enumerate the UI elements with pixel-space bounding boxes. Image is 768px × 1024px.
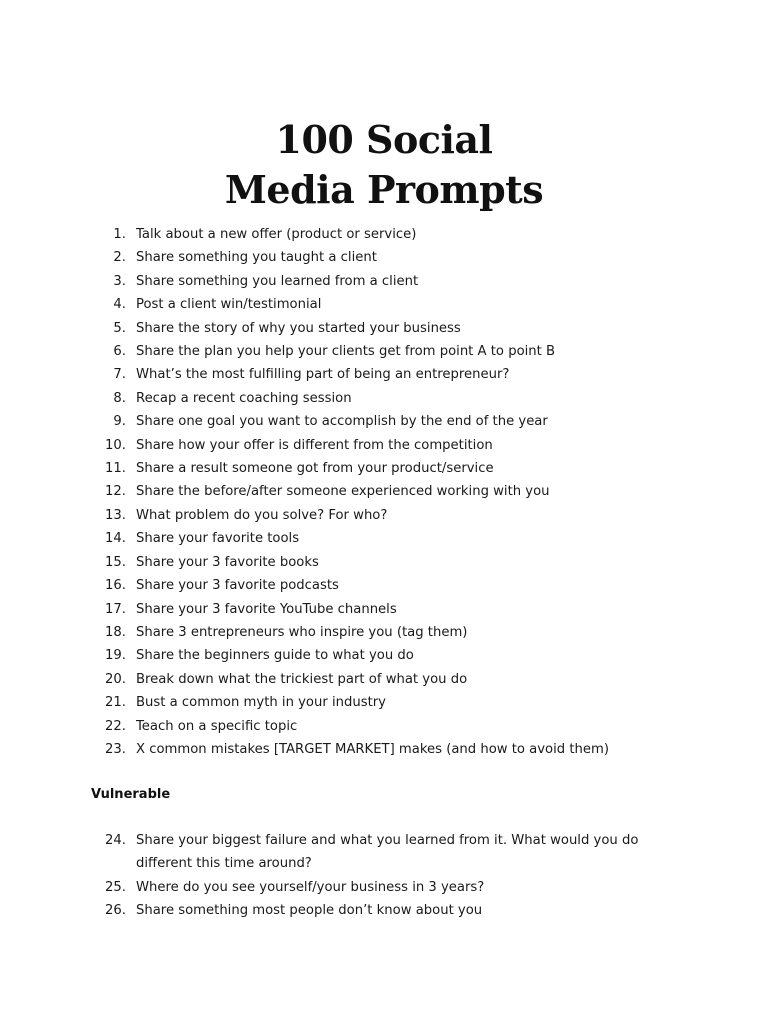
list-item (0, 246, 768, 269)
list-item-number: 4. (113, 297, 126, 313)
list-item-number: 26. (105, 903, 126, 919)
list-item (0, 598, 768, 621)
list-item-text: Recap a recent coaching session (136, 390, 352, 406)
list-item (0, 574, 768, 597)
list-item-text: Share one goal you want to accomplish by the end of the year (136, 414, 548, 430)
list-item-text: Teach on a specific topic (136, 718, 298, 734)
list-item (0, 457, 768, 480)
list-item-text: Post a client win/testimonial (136, 297, 322, 313)
list-item (0, 691, 768, 714)
list-item-number: 13. (105, 507, 126, 523)
title-line-1: 100 Social (275, 117, 493, 163)
list-item-number: 8. (113, 390, 126, 406)
list-item (0, 551, 768, 574)
list-item-text: Share the beginners guide to what you do (136, 648, 414, 664)
list-item-number: 22. (105, 718, 126, 734)
list-item-number: 10. (105, 437, 126, 453)
list-item (0, 644, 768, 667)
list-item-text: Share how your offer is different from the competition (136, 437, 493, 453)
list-item (0, 270, 768, 293)
list-item-number: 23. (105, 741, 126, 757)
list-item (0, 829, 768, 876)
list-item-text: Share something you learned from a client (136, 273, 419, 289)
list-item (0, 504, 768, 527)
list-item-number: 17. (105, 601, 126, 617)
list-item-number: 1. (113, 227, 126, 242)
list-item-number: 18. (105, 624, 126, 640)
list-item (0, 715, 768, 738)
list-item-number: 3. (113, 273, 126, 289)
list-item-number: 2. (113, 250, 126, 266)
list-item (0, 387, 768, 410)
list-item (0, 480, 768, 503)
list-item-text: Break down what the trickiest part of what you do (136, 671, 468, 687)
list-item-text: Share something most people don’t know about you (136, 903, 483, 919)
list-item-number: 24. (105, 833, 126, 848)
list-item-text: Share your 3 favorite books (136, 554, 319, 570)
list-item-number: 7. (113, 367, 126, 383)
list-item (0, 876, 768, 899)
list-item-text: Bust a common myth in your industry (136, 695, 386, 711)
document-title (0, 115, 768, 215)
list-item (0, 317, 768, 340)
title-line-2: Media Prompts (224, 167, 544, 213)
list-item-text: Share the before/after someone experienced working with you (136, 484, 550, 500)
list-item-text: Share something you taught a client (136, 250, 377, 266)
list-item-text: What’s the most fulfilling part of being an entrepreneur? (136, 367, 510, 383)
list-item-number: 9. (113, 414, 126, 430)
list-item (0, 899, 768, 922)
list-item-number: 5. (113, 320, 126, 336)
list-item-text: Talk about a new offer (product or service) (136, 227, 417, 242)
list-item-text: Share a result someone got from your product/service (136, 461, 494, 477)
list-item-number: 20. (105, 671, 126, 687)
list-item-number: 19. (105, 648, 126, 664)
list-item-text: Share 3 entrepreneurs who inspire you (tag them) (136, 624, 468, 640)
list-item (0, 293, 768, 316)
list-item-text: X common mistakes [TARGET MARKET] makes (and how to avoid them) (136, 741, 609, 757)
list-item (0, 738, 768, 761)
list-item (0, 340, 768, 363)
list-item (0, 621, 768, 644)
list-item (0, 410, 768, 433)
prompt-list-general (0, 223, 768, 761)
list-item-number: 6. (113, 344, 126, 360)
list-item-number: 15. (105, 554, 126, 570)
prompt-list-vulnerable (0, 829, 768, 923)
list-item-text: Share your 3 favorite podcasts (136, 578, 339, 594)
list-item-text: Share your 3 favorite YouTube channels (136, 601, 397, 617)
list-item-text: Share the story of why you started your business (136, 320, 461, 336)
list-item-text: What problem do you solve? For who? (136, 507, 388, 523)
list-item (0, 223, 768, 246)
list-item-text: Share your biggest failure and what you learned from it. What would you do different this time around? (136, 833, 639, 872)
list-item-number: 14. (105, 531, 126, 547)
list-item-text: Share your favorite tools (136, 531, 300, 547)
list-item-number: 16. (105, 578, 126, 594)
list-item-number: 25. (105, 879, 126, 895)
list-item (0, 527, 768, 550)
section-heading-vulnerable: Vulnerable (91, 787, 171, 802)
list-item-text: Share the plan you help your clients get from point A to point B (136, 344, 556, 360)
list-item (0, 434, 768, 457)
list-item-number: 12. (105, 484, 126, 500)
list-item-number: 11. (105, 461, 126, 477)
list-item-number: 21. (105, 695, 126, 711)
list-item (0, 363, 768, 386)
list-item-text: Where do you see yourself/your business in 3 years? (136, 879, 485, 895)
list-item (0, 668, 768, 691)
